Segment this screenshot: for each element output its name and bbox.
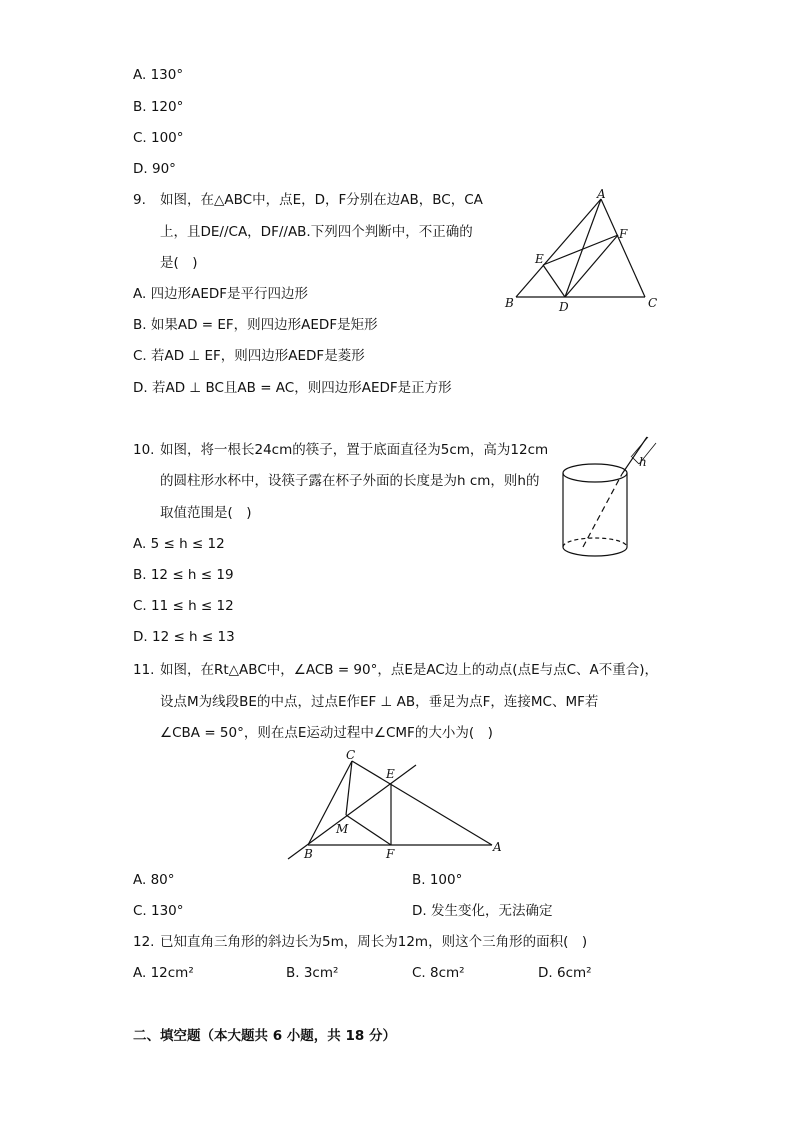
q10-number: 10.	[133, 442, 155, 458]
q10-option-c: C. 11 ≤ h ≤ 12	[133, 598, 234, 614]
q11-label-e: E	[386, 767, 395, 781]
q11-label-a: A	[493, 840, 502, 854]
section-2-title: 二、填空题（本大题共 6 小题，共 18 分）	[133, 1028, 396, 1044]
q11-option-c: C. 130°	[133, 903, 184, 919]
q11-stem-line-2: 设点M为线段BE的中点，过点E作EF ⊥ AB，垂足为点F，连接MC、MF若	[160, 694, 599, 710]
q9-number: 9.	[133, 192, 146, 208]
q12-option-c: C. 8cm²	[412, 965, 465, 981]
q10-option-b: B. 12 ≤ h ≤ 19	[133, 567, 234, 583]
q11-figure	[280, 745, 510, 865]
q10-stem-line-3: 取值范围是( )	[160, 505, 252, 521]
q11-option-d: D. 发生变化，无法确定	[412, 903, 553, 919]
q9-figure	[500, 185, 670, 315]
q9-option-d: D. 若AD ⊥ BC且AB = AC，则四边形AEDF是正方形	[133, 380, 452, 396]
q11-label-c: C	[346, 748, 356, 762]
q12-stem: 已知直角三角形的斜边长为5m，周长为12m，则这个三角形的面积( )	[160, 934, 588, 950]
q9-option-b: B. 如果AD = EF，则四边形AEDF是矩形	[133, 317, 378, 333]
q9-label-b: B	[505, 296, 514, 310]
q10-label-h: h	[639, 455, 647, 469]
q9-label-f: F	[619, 227, 628, 241]
q9-stem-line-2: 上，且DE//CA，DF//AB.下列四个判断中，不正确的	[160, 224, 473, 240]
q9-label-a: A	[597, 187, 606, 201]
q9-label-e: E	[535, 252, 544, 266]
q10-option-d: D. 12 ≤ h ≤ 13	[133, 629, 235, 645]
q10-stem-line-1: 如图，将一根长24cm的筷子，置于底面直径为5cm，高为12cm	[160, 442, 549, 458]
q10-option-a: A. 5 ≤ h ≤ 12	[133, 536, 225, 552]
q8-option-c: C. 100°	[133, 130, 184, 146]
q11-label-b: B	[304, 847, 313, 861]
q9-label-c: C	[648, 296, 658, 310]
q12-option-b: B. 3cm²	[286, 965, 339, 981]
q11-option-b: B. 100°	[412, 872, 463, 888]
q8-option-b: B. 120°	[133, 99, 184, 115]
q10-stem-line-2: 的圆柱形水杯中，设筷子露在杯子外面的长度是为h cm，则h的	[160, 473, 540, 489]
q8-option-a: A. 130°	[133, 67, 184, 83]
q9-option-a: A. 四边形AEDF是平行四边形	[133, 286, 309, 302]
q9-label-d: D	[559, 300, 569, 314]
q9-option-c: C. 若AD ⊥ EF，则四边形AEDF是菱形	[133, 348, 365, 364]
q8-option-d: D. 90°	[133, 161, 176, 177]
q10-figure	[555, 430, 670, 565]
q9-stem-line-1: 如图，在△ABC中，点E，D，F分别在边AB，BC，CA	[160, 192, 483, 208]
q12-number: 12.	[133, 934, 155, 950]
q12-option-a: A. 12cm²	[133, 965, 194, 981]
q9-stem-line-3: 是( )	[160, 255, 198, 271]
q11-number: 11.	[133, 662, 155, 678]
q11-stem-line-1: 如图，在Rt△ABC中，∠ACB = 90°，点E是AC边上的动点(点E与点C、A不重合)，	[160, 662, 659, 678]
q11-option-a: A. 80°	[133, 872, 175, 888]
q12-option-d: D. 6cm²	[538, 965, 592, 981]
q11-stem-line-3: ∠CBA = 50°，则在点E运动过程中∠CMF的大小为( )	[160, 725, 493, 741]
q11-label-f: F	[386, 847, 395, 861]
q11-label-m: M	[336, 822, 349, 836]
